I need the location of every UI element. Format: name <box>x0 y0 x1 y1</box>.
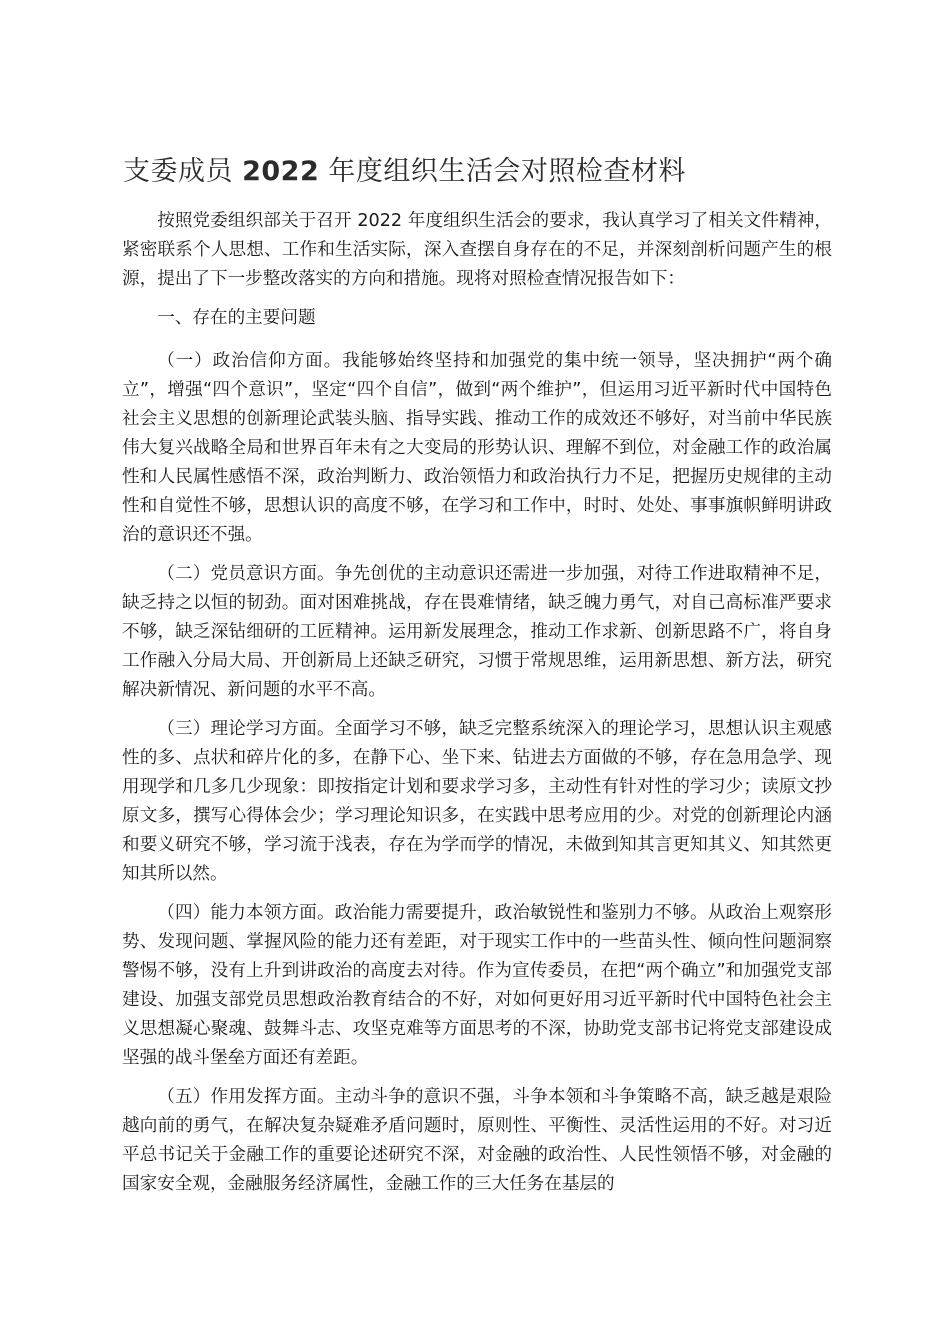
title-suffix: 年度组织生活会对照检查材料 <box>319 156 686 187</box>
paragraph-theory-study: （三）理论学习方面。全面学习不够，缺乏完整系统深入的理论学习，思想认识主观感性的多、点状和碎片化的多，在静下心、坐下来、钻进去方面做的不够，存在急用急学、现用现学和几多几少现象：即按指定计划和要求学习多，主动性有针对性的学习少；读原文抄原文多，撰写心得体会少；学习理论知识多，在实践中思考应用的少。对党的创新理论内涵和要义研究不够，学习流于浅表，存在为学而学的情况，未做到知其言更知其义、知其然更知其所以然。 <box>122 719 832 884</box>
document-body <box>122 207 832 1209</box>
document-title <box>123 152 686 192</box>
paragraph-political-belief: （一）政治信仰方面。我能够始终坚持和加强党的集中统一领导，坚决拥护“两个确立”，增强“四个意识”，坚定“四个自信”，做到“两个维护”，但运用习近平新时代中国特色社会主义思想的创新理论武装头脑、指导实践、推动工作的成效还不够好，对当前中华民族伟大复兴战略全局和世界百年未有之大变局的形势认识、理解不到位，对金融工作的政治属性和人民属性感悟不深，政治判断力、政治领悟力和政治执行力不足，把握历史规律的主动性和自觉性不够，思想认识的高度不够，在学习和工作中，时时、处处、事事旗帜鲜明讲政治的意识还不强。 <box>122 351 832 545</box>
title-prefix: 支委成员 <box>123 156 243 187</box>
title-year: 2022 <box>242 156 320 187</box>
paragraph-ability: （四）能力本领方面。政治能力需要提升，政治敏锐性和鉴别力不够。从政治上观察形势、发现问题、掌握风险的能力还有差距，对于现实工作中的一些苗头性、倾向性问题洞察警惕不够，没有上升到讲政治的高度去对待。作为宣传委员，在把“两个确立”和加强党支部建设、加强支部党员思想政治教育结合的不好，对如何更好用习近平新时代中国特色社会主义思想凝心聚魂、鼓舞斗志、攻坚克难等方面思考的不深，协助党支部书记将党支部建设成坚强的战斗堡垒方面还有差距。 <box>122 903 832 1068</box>
paragraph-party-awareness: （二）党员意识方面。争先创优的主动意识还需进一步加强，对待工作进取精神不足，缺乏持之以恒的韧劲。面对困难挑战，存在畏难情绪，缺乏魄力勇气，对自己高标准严要求不够，缺乏深钻细研的工匠精神。运用新发展理念，推动工作求新、创新思路不广，将自身工作融入分局大局、开创新局上还缺乏研究，习惯于常规思维，运用新思想、新方法，研究解决新情况、新问题的水平不高。 <box>122 564 832 700</box>
intro-paragraph: 按照党委组织部关于召开 2022 年度组织生活会的要求，我认真学习了相关文件精神，紧密联系个人思想、工作和生活实际，深入查摆自身存在的不足，并深刻剖析问题产生的根源，提出了下一步整改落实的方向和措施。现将对照检查情况报告如下： <box>122 211 832 289</box>
section-heading: 一、存在的主要问题 <box>157 308 316 328</box>
paragraph-role: （五）作用发挥方面。主动斗争的意识不强，斗争本领和斗争策略不高，缺乏越是艰险越向前的勇气，在解决复杂疑难矛盾问题时，原则性、平衡性、灵活性运用的不好。对习近平总书记关于金融工作的重要论述研究不深，对金融的政治性、人民性领悟不够，对金融的国家安全观，金融服务经济属性，金融工作的三大任务在基层的 <box>122 1087 832 1194</box>
